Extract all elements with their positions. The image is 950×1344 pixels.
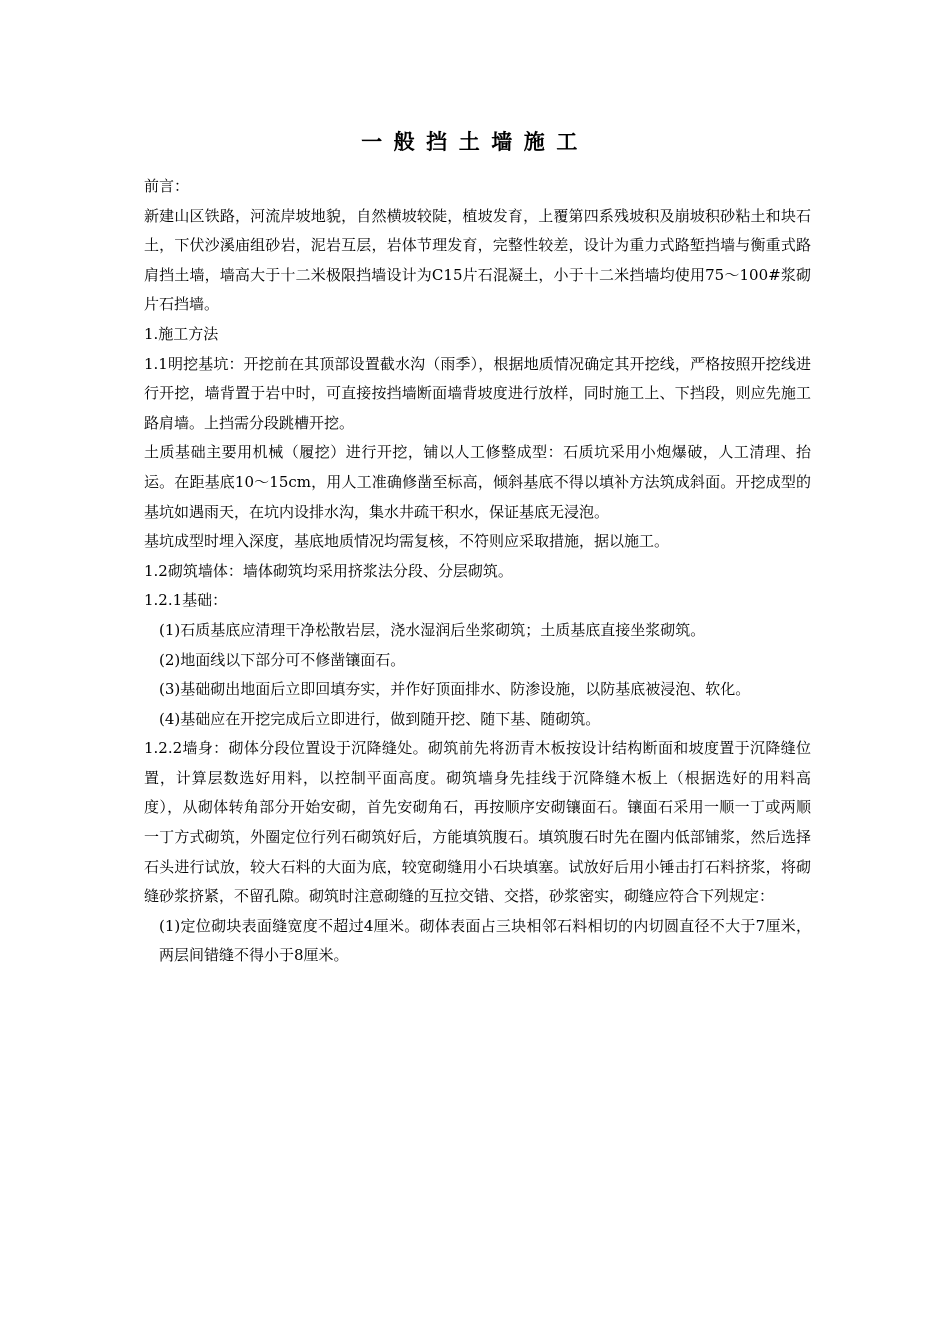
list-item-foundation-4: (4)基础应在开挖完成后立即进行，做到随开挖、随下基、随砌筑。 (159, 709, 601, 728)
paragraph-preface: 新建山区铁路，河流岸坡地貌，自然横坡较陡，植坡发育，上覆第四系残坡积及崩坡积砂粘土和块石土，下伏沙溪庙组砂岩，泥岩互层，岩体节理发育，完整性较差，设计为重力式路堑挡墙与衡重式路肩挡土墙，墙高大于十二米极限挡墙设计为C15片石混凝土，小于十二米挡墙均使用75～100#浆砌片石挡墙。 (144, 206, 811, 314)
paragraph-wall-body: 1.2.2墙身：砌体分段位置设于沉降缝处。砌筑前先将沥青木板按设计结构断面和坡度置于沉降缝位置，计算层数选好用料，以控制平面高度。砌筑墙身先挂线于沉降缝木板上（根据选好的用料高度），从砌体转角部分开始安砌，首先安砌角石，再按顺序安砌镶面石。镶面石采用一顺一丁或两顺一丁方式砌筑，外圈定位行列石砌筑好后，方能填筑腹石。填筑腹石时先在圈内低部铺浆，然后选择石头进行试放，较大石料的大面为底，较宽砌缝用小石块填塞。试放好后用小锤击打石料挤浆，将砌缝砂浆挤紧，不留孔隙。砌筑时注意砌缝的互拉交错、交搭，砂浆密实，砌缝应符合下列规定： (144, 739, 811, 906)
list-item-foundation-1: (1)石质基底应清理干净松散岩层，浇水湿润后坐浆砌筑；土质基底直接坐浆砌筑。 (159, 620, 706, 639)
list-item-foundation-3: (3)基础砌出地面后立即回填夯实，并作好顶面排水、防渗设施，以防基底被浸泡、软化。 (159, 680, 751, 699)
paragraph-preface-label: 前言： (144, 177, 190, 195)
paragraph-pit-depth: 基坑成型时埋入深度，基底地质情况均需复核，不符则应采取措施，据以施工。 (144, 532, 670, 551)
paragraph-foundation-pit: 1.1明挖基坑：开挖前在其顶部设置截水沟（雨季），根据地质情况确定其开挖线，严格按照开挖线进行开挖，墙背置于岩中时，可直接按挡墙断面墙背坡度进行放样，同时施工上、下挡段，则应先施工路肩墙。上挡需分段跳槽开挖。 (144, 354, 811, 432)
document-body (144, 172, 811, 971)
paragraph-soil-foundation: 土质基础主要用机械（履挖）进行开挖，铺以人工修整成型：石质坑采用小炮爆破，人工清理、抬运。在距基底10～15cm，用人工准确修凿至标高，倾斜基底不得以填补方法筑成斜面。开挖成型的基坑如遇雨天，在坑内设排水沟，集水井疏干积水，保证基底无浸泡。 (144, 443, 811, 521)
document-title: 一般挡土墙施工 (361, 130, 589, 154)
heading-construction-method: 1.施工方法 (144, 324, 219, 343)
list-item-joint-1: (1)定位砌块表面缝宽度不超过4厘米。砌体表面占三块相邻石料相切的内切圆直径不大于7厘米，两层间错缝不得小于8厘米。 (159, 916, 811, 965)
list-item-foundation-2: (2)地面线以下部分可不修凿镶面石。 (159, 650, 406, 669)
heading-foundation: 1.2.1基础： (144, 591, 228, 610)
heading-masonry-wall: 1.2砌筑墙体：墙体砌筑均采用挤浆法分段、分层砌筑。 (144, 561, 513, 580)
